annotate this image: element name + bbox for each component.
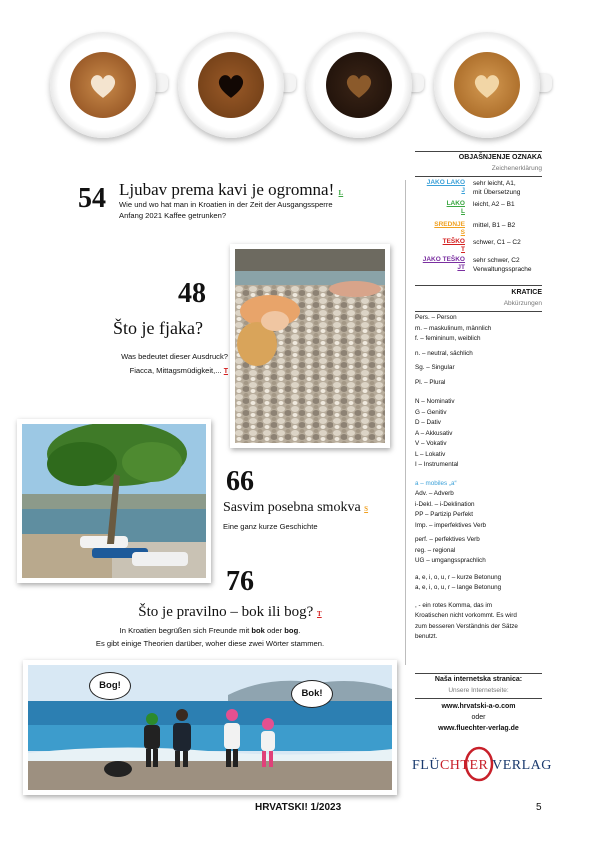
level-lako: LAKO L leicht, A2 – B1 [446,200,515,215]
speech-bubble-bok: Bok! [291,680,333,708]
article-66-number: 66 [226,466,254,497]
website-url-1[interactable]: www.hrvatski-a-o.com [441,703,516,710]
article-76-title[interactable]: Što je pravilno – bok ili bog? T [138,604,322,620]
divider [415,698,542,699]
article-76-number: 76 [226,566,254,597]
article-54-number: 54 [78,183,106,214]
level-mark: L [338,189,344,197]
level-tesko: TEŠKO T schwer, C1 – C2 [442,238,521,253]
photo-beach-pebbles [230,244,390,448]
column-divider [405,180,406,665]
latte-heart-icon [473,73,501,99]
level-srednje: SREDNJE S mittel, B1 – B2 [434,221,516,236]
level-jako-lako: JAKO LAKO J sehr leicht, A1, mit Übersetzung [426,179,521,196]
divider [415,151,542,152]
abbreviation-list: Pers. – Person m. – maskulinum, männlich f. – femininum, weiblich n. – neutral, sächlich Sg. – Singular Pl. – Plural N – Nominativ G – Genitiv D – Dativ A – Akkusativ V – Vokativ L – Lokativ I – Instrumental a – mobiles „a“ Adv. – Adverb i-Dekl. – i-Deklination PP – Partizip Perfekt Imp. – imperfektives Verb perf. – perfektives Verb reg. – regional UG – umgangssprachlich a, e, i, o, u, r – kurze Betonung a, e, i, o, u, r – lange Betonung , - ein rotes Komma, das im Kroatischen nicht vorkommt. Es wird zum besseren Verständnis der Sätze benutzt. [415,314,518,640]
photo-harbour-fig-tree [17,419,211,583]
coffee-heart-icon [217,73,245,99]
foam-heart-icon [345,73,373,99]
publisher-logo: FLÜCHTER VERLAG [412,752,552,782]
article-48-subtitle-1: Was bedeutet dieser Ausdruck? [121,352,228,361]
legend-title: OBJAŠNJENJE OZNAKA [458,154,542,161]
website-subtitle: Unsere Internetseite: [448,687,509,694]
article-66-subtitle: Eine ganz kurze Geschichte [223,522,318,531]
website-url-2[interactable]: www.fluechter-verlag.de [438,725,519,732]
latte-heart-icon [89,73,117,99]
article-48-title[interactable]: Što je fjaka? [113,318,203,338]
article-48-number: 48 [178,278,206,309]
coffee-cup-3 [306,32,412,138]
coffee-cup-4 [434,32,540,138]
divider [415,673,542,674]
website-or: oder [471,714,486,721]
article-76-subtitle-2: Es gibt einige Theorien darüber, woher diese zwei Wörter stammen. [95,639,325,648]
speech-bubble-bog: Bog! [89,672,131,700]
divider [415,285,542,286]
article-76-subtitle-1: In Kroatien begrüßen sich Freunde mit bok oder bog. [119,626,301,635]
article-54-subtitle-2: Anfang 2021 Kaffee getrunken? [119,211,227,220]
level-mark: S [364,505,369,513]
divider [415,176,542,177]
level-mark: T [317,610,322,618]
divider [415,311,542,312]
article-66-title[interactable]: Sasvim posebna smokva S [223,500,369,515]
article-54-subtitle-1: Wie und wo hat man in Kroatien in der Zeit der Ausgangssperre [119,200,333,209]
article-54-title[interactable]: Ljubav prema kavi je ogromna! L [119,180,344,199]
legend-subtitle: Zeichenerklärung [491,165,542,172]
photo-beach-children [23,660,397,795]
coffee-cup-1 [50,32,156,138]
article-48-subtitle-2: Fiacca, Mittagsmüdigkeit,... T [129,366,228,375]
website-title: Naša internetska stranica: [434,676,523,683]
kratice-title: KRATICE [511,289,542,296]
page-number: 5 [536,802,542,813]
kratice-subtitle: Abkürzungen [503,300,542,307]
coffee-cup-2 [178,32,284,138]
footer-magazine: HRVATSKI! 1/2023 [255,802,342,813]
level-jako-tesko: JAKO TEŠKO JT sehr schwer, C2 Verwaltungssprache [422,256,532,273]
